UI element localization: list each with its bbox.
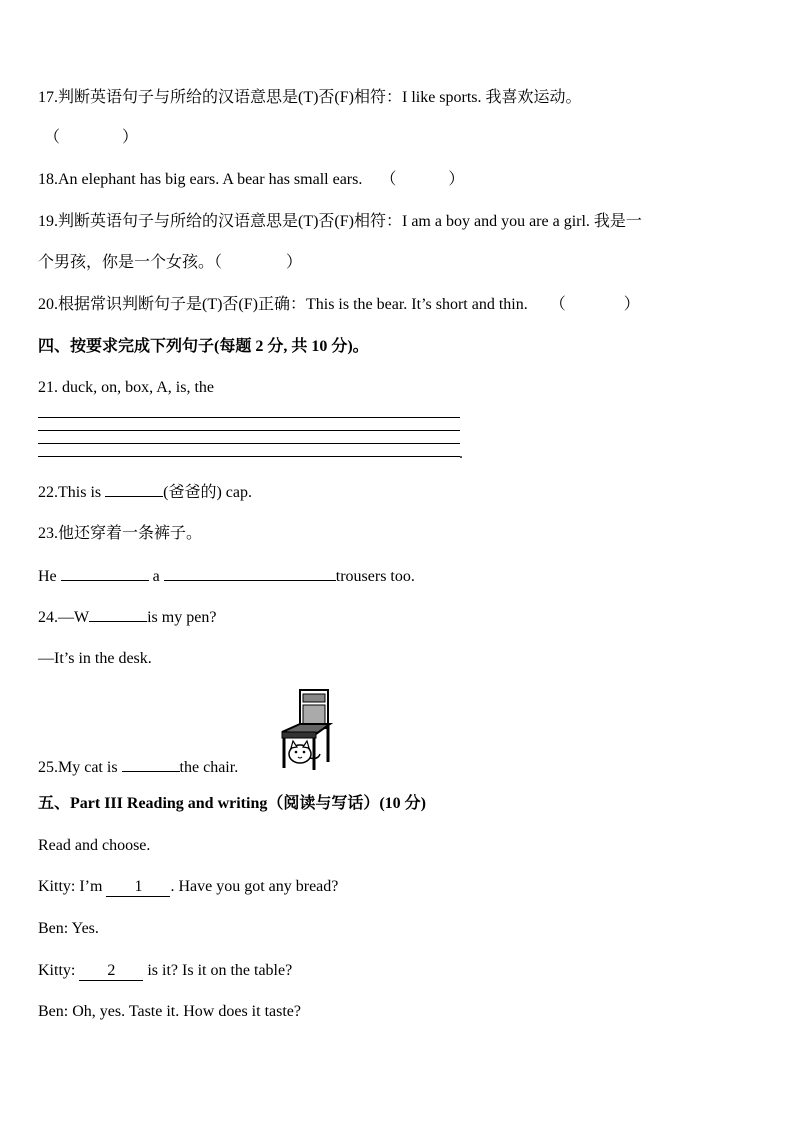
- question-18-text: 18.An elephant has big ears. A bear has small ears.: [38, 171, 363, 188]
- dialogue-line-2: Ben: Yes.: [38, 920, 99, 937]
- question-18: 18.An elephant has big ears. A bear has small ears. （ ）: [38, 171, 465, 188]
- dialogue-line-1: Kitty: I’m 1 . Have you got any bread?: [38, 878, 339, 895]
- dialogue-line-3: Kitty: 2 is it? Is it on the table?: [38, 962, 293, 979]
- question-19-line2: 个男孩，你是一个女孩。（ ）: [38, 254, 303, 271]
- question-17: [38, 88, 582, 108]
- question-21-period: .: [459, 445, 463, 462]
- question-24-line1: 24.—W is my pen?: [38, 609, 217, 626]
- question-23-chinese: 23.他还穿着一条裤子。: [38, 525, 203, 542]
- question-21: 21. duck, on, box, A, is, the: [38, 379, 214, 396]
- question-23-blank-2[interactable]: [164, 566, 336, 581]
- question-20-text: 20.根据常识判断句子是(T)否(F)正确：This is the bear. It’s short and thin.: [38, 296, 528, 313]
- writing-line-3[interactable]: [38, 443, 460, 444]
- question-19-line1: 19.判断英语句子与所给的汉语意思是(T)否(F)相符：I am a boy and you are a girl. 我是一: [38, 213, 642, 230]
- question-22: 22.This is (爸爸的) cap.: [38, 484, 252, 501]
- question-17-text: 17.判断英语句子与所给的汉语意思是(T)否(F)相符：I like sports. 我喜欢运动。: [38, 89, 582, 106]
- question-20: 20.根据常识判断句子是(T)否(F)正确：This is the bear. It’s short and thin. （ ）: [38, 296, 640, 313]
- question-24-blank[interactable]: [89, 607, 147, 622]
- dialogue-blank-1[interactable]: 1: [106, 878, 170, 897]
- question-22-blank[interactable]: [105, 482, 163, 497]
- dialogue-blank-2[interactable]: 2: [79, 962, 143, 981]
- question-25: 25.My cat is the chair.: [38, 759, 239, 776]
- section-4-heading: 四、按要求完成下列句子(每题 2 分, 共 10 分)。: [38, 338, 369, 355]
- dialogue-line-4: Ben: Oh, yes. Taste it. How does it taste?: [38, 1003, 301, 1020]
- section-5-heading: 五、Part III Reading and writing（阅读与写话）(10 分): [38, 795, 427, 812]
- writing-line-1[interactable]: [38, 417, 460, 418]
- writing-line-4[interactable]: [38, 456, 460, 457]
- chair-icon: [276, 688, 336, 772]
- question-23-english: He a trousers too.: [38, 568, 415, 585]
- question-25-blank[interactable]: [122, 757, 180, 772]
- reading-instruction: Read and choose.: [38, 837, 151, 854]
- question-17-answer-parens: （ ）: [44, 129, 139, 146]
- question-23-blank-1[interactable]: [61, 566, 149, 581]
- writing-line-2[interactable]: [38, 430, 460, 431]
- question-24-line2: —It’s in the desk.: [38, 650, 152, 667]
